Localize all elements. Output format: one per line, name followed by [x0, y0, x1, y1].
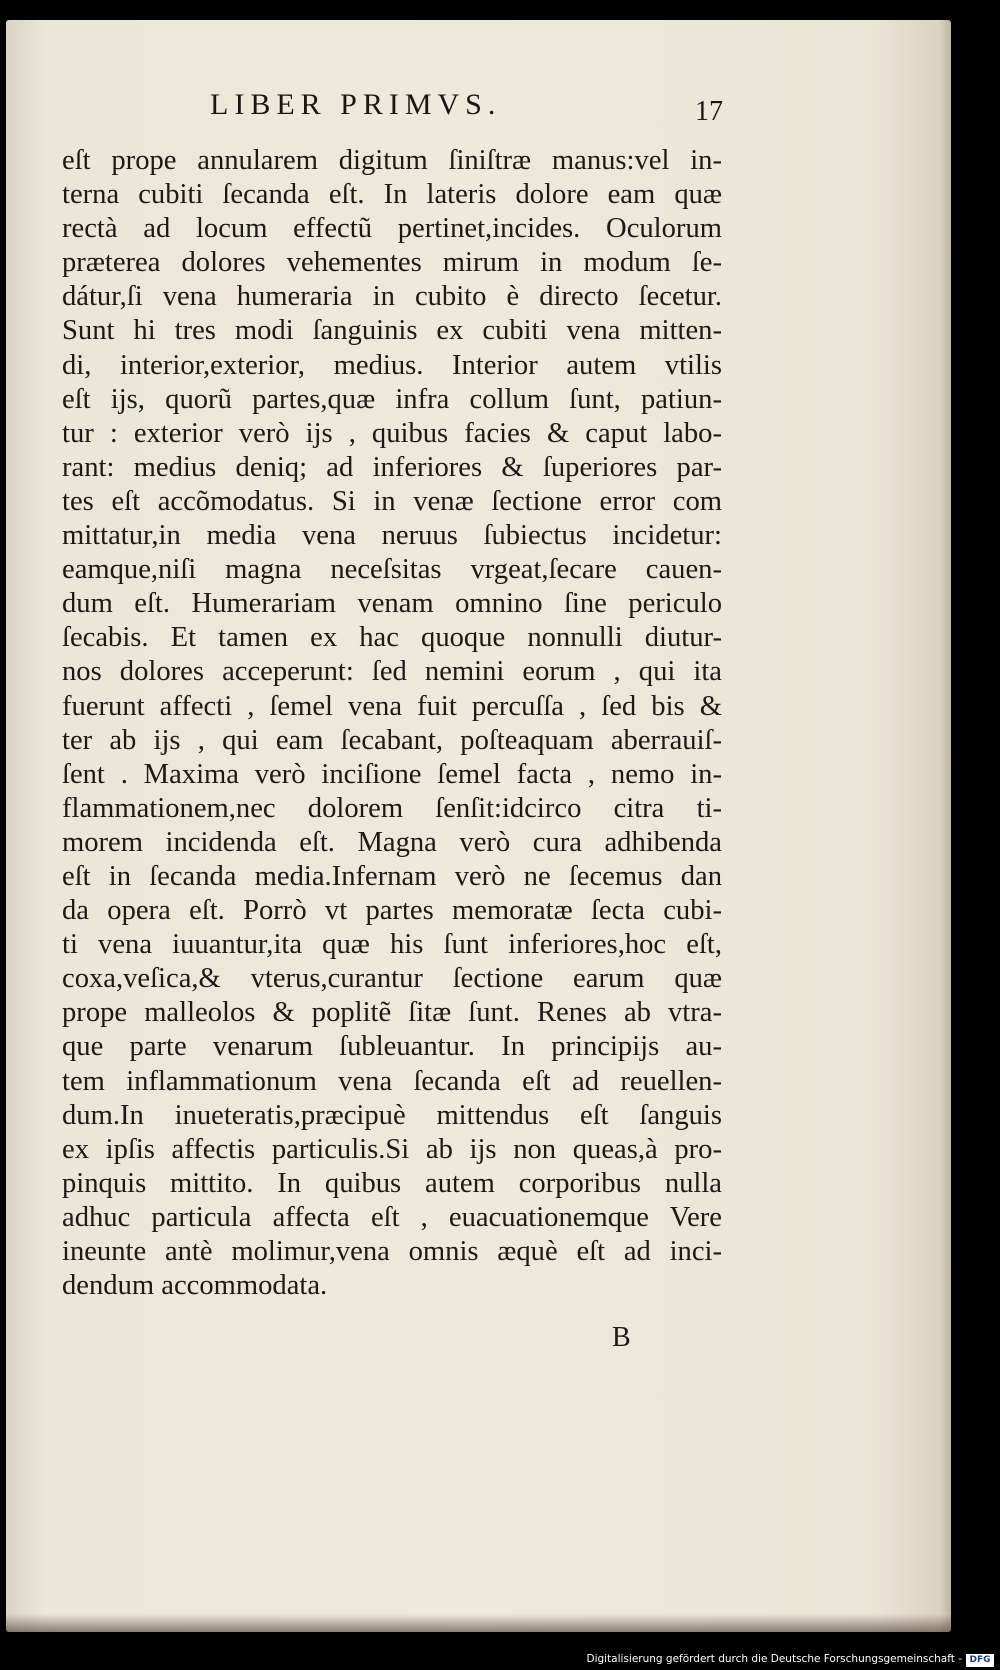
text-line: tur : exterior verò ijs , quibus facies & caput labo-: [62, 417, 722, 449]
text-line: da opera eſt. Porrò vt partes memoratæ ſecta cubi-: [62, 895, 722, 927]
text-line: ti vena iuuantur,ita quæ his ſunt inferiores,hoc eſt,: [62, 929, 722, 961]
text-line: terna cubiti ſecanda eſt. In lateris dolore eam quæ: [62, 179, 722, 211]
text-line: prætereа dolores vehementes mirum in modum ſe-: [62, 247, 722, 279]
page-number: 17: [695, 96, 723, 127]
footer-credit: Digitalisierung gefördert durch die Deutsche Forschungsgemeinschaft -: [586, 1653, 962, 1665]
text-line: coxa,veſica,& vterus,curantur ſectione earum quæ: [62, 963, 722, 995]
text-line: adhuc particula affecta eſt , euacuationemque Vere: [62, 1201, 722, 1233]
running-title: LIBER PRIMVS.: [210, 88, 502, 121]
text-line: dum eſt. Humerariam venam omnino ſine periculo: [62, 588, 722, 620]
text-line: ter ab ijs , qui eam ſecabant, poſteaquam aberrauiſ-: [62, 724, 722, 756]
page-edge-shadow: [939, 20, 951, 1632]
text-line: flammationem,nec dolorem ſenſit:idcirco citra ti-: [62, 792, 722, 824]
text-line: dum.In inueteratis,præcipuè mittendus eſt ſanguis: [62, 1099, 722, 1131]
text-line: ſecabis. Et tamen ex hac quoque nonnulli diutur-: [62, 622, 722, 654]
text-line: morem incidenda eſt. Magna verò cura adhibenda: [62, 826, 722, 858]
text-line: fuerunt affecti , ſemel vena fuit percuſſa , ſed bis &: [62, 690, 722, 722]
text-line: eamque,niſi magna neceſsitas vrgeat,ſecare cauen-: [62, 554, 722, 586]
text-line: rant: medius deniq; ad inferiores & ſuperiores par-: [62, 451, 722, 483]
text-line: mittatur,in media vena neruus ſubiectus incidetur:: [62, 520, 722, 552]
page-bottom-edge: [6, 1614, 951, 1632]
text-line: dátur,ſi vena humeraria in cubito è directo ſecetur.: [62, 281, 722, 313]
text-line: ex ipſis affectis particulis.Si ab ijs non queas,à pro-: [62, 1133, 722, 1165]
text-line: prope malleolos & poplitẽ ſitæ ſunt. Renes ab vtra-: [62, 997, 722, 1029]
signature-mark: B: [612, 1322, 631, 1353]
text-line: di, interior,exterior, medius. Interior autem vtilis: [62, 349, 722, 381]
text-line: rectà ad locum effectũ pertinet,incides. Oculorum: [62, 213, 722, 245]
text-line: ſent . Maxima verò inciſione ſemel facta , nemo in-: [62, 758, 722, 790]
text-line: nos dolores acceperunt: ſed nemini eorum , qui ita: [62, 656, 722, 688]
text-line: eſt in ſecanda media.Infernam verò ne ſecemus dan: [62, 860, 722, 892]
text-line: tes eſt accõmodatus. Si in venæ ſectione error com: [62, 485, 722, 517]
body-text: [62, 144, 722, 1303]
text-line: eſt ijs, quorũ partes,quæ infra collum ſunt, patiun-: [62, 383, 722, 415]
text-line: tem inflammationum vena ſecanda eſt ad reuellen-: [62, 1065, 722, 1097]
text-line: pinquis mittito. In quibus autem corporibus nulla: [62, 1167, 722, 1199]
text-line: dendum accommodata.: [62, 1270, 328, 1302]
dfg-logo-icon: DFG: [966, 1654, 994, 1667]
text-line: que parte venarum ſubleuantur. In principijs au-: [62, 1031, 722, 1063]
text-line: eſt prope annularem digitum ſiniſtræ manus:vel in-: [62, 145, 722, 176]
text-line: Sunt hi tres modi ſanguinis ex cubiti vena mitten-: [62, 315, 722, 347]
text-line: ineunte antè molimur,vena omnis æquè eſt ad inci-: [62, 1236, 722, 1267]
